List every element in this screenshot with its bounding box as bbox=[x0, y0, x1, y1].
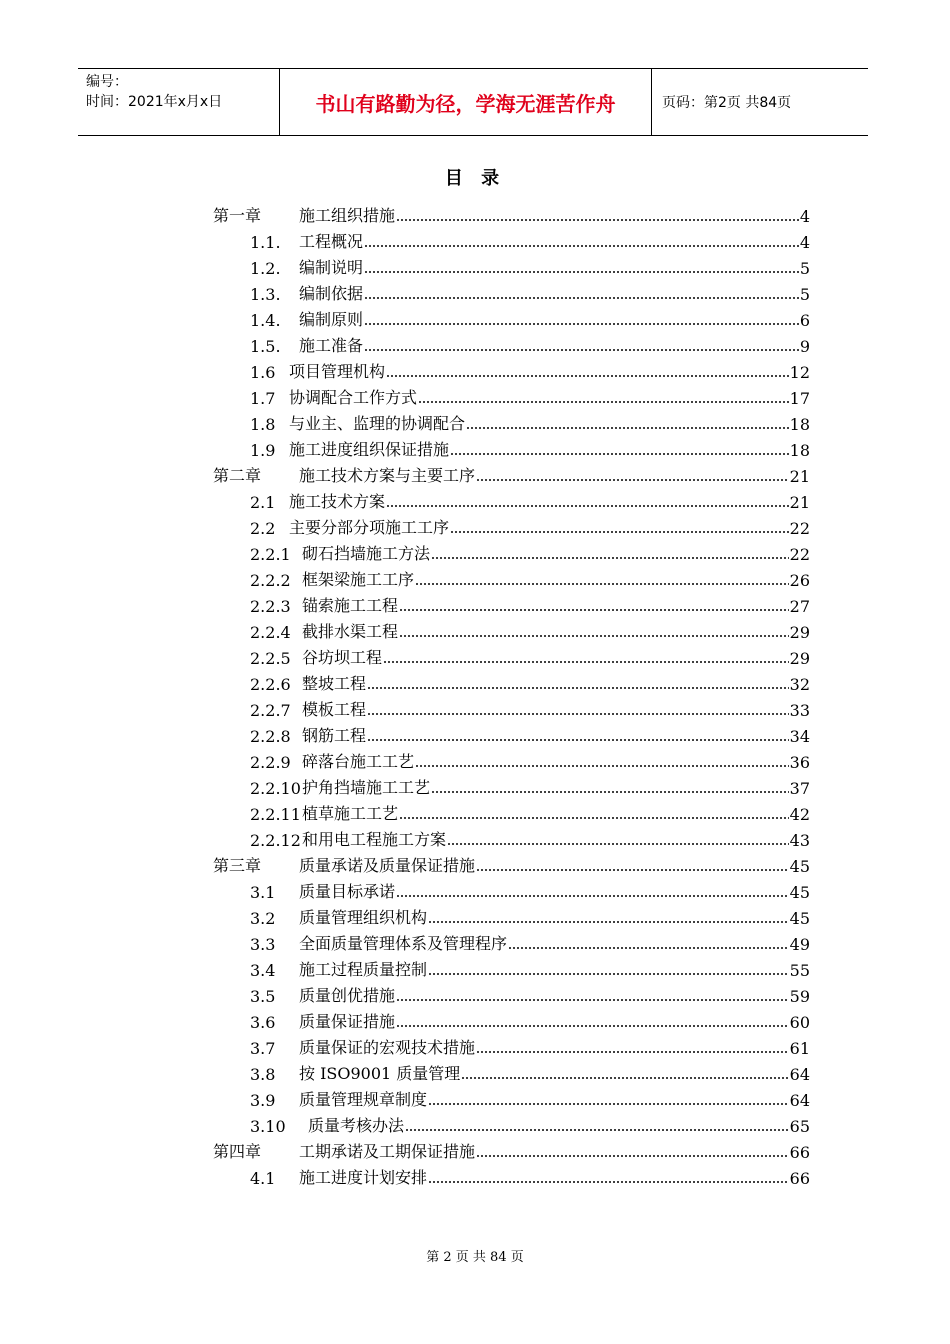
toc-entry-title: 质量创优措施 bbox=[299, 986, 396, 1005]
toc-entry-title: 按 ISO9001 质量管理 bbox=[299, 1064, 461, 1083]
toc-entry-title: 施工进度计划安排 bbox=[299, 1168, 428, 1187]
toc-entry-title: 施工技术方案与主要工序 bbox=[299, 466, 476, 485]
toc-entry-page: 43 bbox=[789, 831, 810, 850]
toc-entry-title: 全面质量管理体系及管理程序 bbox=[299, 934, 508, 953]
toc-leader-dots bbox=[364, 271, 799, 273]
toc-entry-page: 26 bbox=[789, 571, 810, 590]
toc-entry[interactable] bbox=[213, 1136, 810, 1162]
toc-entry[interactable] bbox=[250, 876, 810, 902]
toc-entry-title: 质量保证的宏观技术措施 bbox=[299, 1038, 476, 1057]
toc-entry-number: 3.8 bbox=[250, 1065, 276, 1084]
toc-entry-title: 和用电工程施工方案 bbox=[302, 830, 447, 849]
toc-entry-page: 61 bbox=[789, 1039, 810, 1058]
toc-entry-number: 1.5. bbox=[250, 337, 281, 356]
toc-entry[interactable] bbox=[250, 1058, 810, 1084]
toc-entry-number: 3.10 bbox=[250, 1117, 286, 1136]
document-time: 时间：2021年x月x日 bbox=[86, 94, 223, 110]
toc-entry-number: 3.9 bbox=[250, 1091, 276, 1110]
toc-leader-dots bbox=[476, 1051, 789, 1053]
toc-entry-number: 3.6 bbox=[250, 1013, 276, 1032]
toc-entry-page: 36 bbox=[789, 753, 810, 772]
toc-entry-number: 2.2.9 bbox=[250, 753, 291, 772]
toc-entry[interactable] bbox=[250, 980, 810, 1006]
toc-entry[interactable] bbox=[250, 616, 810, 642]
toc-entry-title: 施工技术方案 bbox=[289, 492, 386, 511]
toc-entry-number: 2.2.8 bbox=[250, 727, 291, 746]
toc-entry-number: 1.4. bbox=[250, 311, 281, 330]
toc-entry-page: 59 bbox=[789, 987, 810, 1006]
toc-entry-page: 17 bbox=[789, 389, 810, 408]
toc-entry[interactable] bbox=[250, 928, 810, 954]
toc-leader-dots bbox=[396, 1025, 789, 1027]
toc-entry[interactable] bbox=[250, 902, 810, 928]
toc-leader-dots bbox=[508, 947, 789, 949]
toc-entry[interactable] bbox=[250, 382, 810, 408]
document-number-label: 编号： bbox=[86, 74, 128, 90]
toc-entry[interactable] bbox=[250, 252, 810, 278]
toc-entry-title: 与业主、监理的协调配合 bbox=[289, 414, 466, 433]
header-motto: 书山有路勤为径，学海无涯苦作舟 bbox=[280, 69, 652, 135]
toc-entry[interactable] bbox=[250, 304, 810, 330]
toc-leader-dots bbox=[396, 219, 799, 221]
toc-entry-title: 质量管理规章制度 bbox=[299, 1090, 428, 1109]
toc-entry-title: 质量承诺及质量保证措施 bbox=[299, 856, 476, 875]
toc-entry[interactable] bbox=[250, 798, 810, 824]
toc-entry[interactable] bbox=[250, 772, 810, 798]
toc-entry-title: 护角挡墙施工工艺 bbox=[302, 778, 431, 797]
toc-entry-page: 64 bbox=[789, 1091, 810, 1110]
toc-leader-dots bbox=[466, 427, 789, 429]
toc-leader-dots bbox=[367, 739, 789, 741]
toc-entry-number: 2.2.5 bbox=[250, 649, 291, 668]
toc-entry-number: 第四章 bbox=[213, 1142, 262, 1161]
toc-entry[interactable] bbox=[250, 434, 810, 460]
toc-entry-page: 45 bbox=[789, 857, 810, 876]
toc-leader-dots bbox=[364, 323, 799, 325]
toc-entry[interactable] bbox=[250, 1032, 810, 1058]
toc-entry[interactable] bbox=[250, 954, 810, 980]
toc-leader-dots bbox=[428, 1181, 789, 1183]
toc-entry-number: 第二章 bbox=[213, 466, 262, 485]
toc-entry-number: 2.2.11 bbox=[250, 805, 301, 824]
toc-entry-page: 42 bbox=[789, 805, 810, 824]
toc-entry-title: 施工组织措施 bbox=[299, 206, 396, 225]
toc-entry-number: 2.2.10 bbox=[250, 779, 301, 798]
toc-entry-title: 整坡工程 bbox=[302, 674, 367, 693]
toc-entry-title: 模板工程 bbox=[302, 700, 367, 719]
toc-entry[interactable] bbox=[250, 1162, 810, 1188]
toc-entry-page: 9 bbox=[799, 337, 810, 356]
toc-entry[interactable] bbox=[250, 356, 810, 382]
toc-entry-number: 2.2.3 bbox=[250, 597, 291, 616]
toc-entry-page: 34 bbox=[789, 727, 810, 746]
toc-entry-page: 18 bbox=[789, 441, 810, 460]
toc-leader-dots bbox=[431, 557, 789, 559]
toc-entry-title: 施工准备 bbox=[299, 336, 364, 355]
toc-entry-page: 22 bbox=[789, 545, 810, 564]
toc-entry[interactable] bbox=[250, 694, 810, 720]
toc-leader-dots bbox=[386, 505, 789, 507]
toc-entry[interactable] bbox=[250, 330, 810, 356]
toc-entry-title: 质量考核办法 bbox=[308, 1116, 405, 1135]
toc-leader-dots bbox=[405, 1129, 789, 1131]
toc-entry-number: 1.8 bbox=[250, 415, 276, 434]
toc-entry-page: 4 bbox=[799, 207, 810, 226]
toc-entry[interactable] bbox=[250, 278, 810, 304]
toc-entry-page: 45 bbox=[789, 883, 810, 902]
toc-entry-page: 21 bbox=[789, 467, 810, 486]
toc-entry-number: 2.2.7 bbox=[250, 701, 291, 720]
toc-entry-title: 砌石挡墙施工方法 bbox=[302, 544, 431, 563]
toc-entry-title: 编制原则 bbox=[299, 310, 364, 329]
toc-entry-title: 施工过程质量控制 bbox=[299, 960, 428, 979]
toc-entry-title: 谷坊坝工程 bbox=[302, 648, 383, 667]
toc-entry[interactable] bbox=[250, 668, 810, 694]
toc-entry-page: 29 bbox=[789, 623, 810, 642]
toc-leader-dots bbox=[383, 661, 789, 663]
toc-entry-page: 18 bbox=[789, 415, 810, 434]
toc-entry-title: 碎落台施工工艺 bbox=[302, 752, 415, 771]
toc-leader-dots bbox=[450, 531, 789, 533]
toc-leader-dots bbox=[418, 401, 789, 403]
toc-entry-title: 质量保证措施 bbox=[299, 1012, 396, 1031]
toc-leader-dots bbox=[396, 895, 789, 897]
toc-entry-page: 12 bbox=[789, 363, 810, 382]
toc-entry-title: 工程概况 bbox=[299, 232, 364, 251]
toc-leader-dots bbox=[386, 375, 789, 377]
toc-entry-number: 2.2.2 bbox=[250, 571, 291, 590]
toc-entry-title: 质量管理组织机构 bbox=[299, 908, 428, 927]
toc-entry-page: 64 bbox=[789, 1065, 810, 1084]
toc-leader-dots bbox=[428, 921, 789, 923]
toc-entry[interactable] bbox=[213, 200, 810, 226]
toc-entry[interactable] bbox=[250, 590, 810, 616]
toc-entry-number: 2.2.12 bbox=[250, 831, 301, 850]
toc-entry[interactable] bbox=[250, 1084, 810, 1110]
toc-entry-page: 33 bbox=[789, 701, 810, 720]
toc-entry-title: 主要分部分项施工工序 bbox=[289, 518, 450, 537]
page-footer: 第 2 页 共 84 页 bbox=[426, 1250, 524, 1265]
toc-entry-page: 60 bbox=[789, 1013, 810, 1032]
toc-entry-title: 工期承诺及工期保证措施 bbox=[299, 1142, 476, 1161]
toc-leader-dots bbox=[399, 817, 789, 819]
toc-leader-dots bbox=[476, 869, 789, 871]
toc-leader-dots bbox=[364, 349, 799, 351]
toc-entry-title: 项目管理机构 bbox=[289, 362, 386, 381]
toc-entry-number: 3.5 bbox=[250, 987, 276, 1006]
toc-entry-number: 3.7 bbox=[250, 1039, 276, 1058]
toc-entry-number: 4.1 bbox=[250, 1169, 276, 1188]
toc-entry-title: 截排水渠工程 bbox=[302, 622, 399, 641]
toc-entry[interactable] bbox=[250, 408, 810, 434]
toc-entry-number: 2.2.6 bbox=[250, 675, 291, 694]
toc-entry-number: 2.2.4 bbox=[250, 623, 291, 642]
toc-entry-number: 3.2 bbox=[250, 909, 276, 928]
toc-entry-number: 1.6 bbox=[250, 363, 276, 382]
toc-leader-dots bbox=[364, 297, 799, 299]
toc-entry-number: 2.1 bbox=[250, 493, 276, 512]
toc-leader-dots bbox=[364, 245, 799, 247]
toc-entry-title: 编制依据 bbox=[299, 284, 364, 303]
toc-entry[interactable] bbox=[250, 538, 810, 564]
toc-entry[interactable] bbox=[250, 512, 810, 538]
toc-entry-number: 3.3 bbox=[250, 935, 276, 954]
toc-leader-dots bbox=[415, 765, 789, 767]
toc-entry-page: 6 bbox=[799, 311, 810, 330]
toc-leader-dots bbox=[396, 999, 789, 1001]
toc-entry-number: 1.9 bbox=[250, 441, 276, 460]
toc-entry-number: 1.7 bbox=[250, 389, 276, 408]
toc-leader-dots bbox=[428, 1103, 789, 1105]
toc-entry[interactable] bbox=[250, 642, 810, 668]
toc-title: 目 录 bbox=[444, 168, 506, 189]
toc-entry-title: 框架梁施工工序 bbox=[302, 570, 415, 589]
toc-entry-number: 第三章 bbox=[213, 856, 262, 875]
toc-entry[interactable] bbox=[250, 1110, 810, 1136]
toc-entry[interactable] bbox=[213, 460, 810, 486]
toc-entry-page: 37 bbox=[789, 779, 810, 798]
toc-entry-page: 5 bbox=[799, 259, 810, 278]
header-page-info: 页码：第2页 共84页 bbox=[662, 95, 792, 111]
toc-entry-page: 66 bbox=[789, 1143, 810, 1162]
toc-entry-page: 27 bbox=[789, 597, 810, 616]
toc-leader-dots bbox=[476, 1155, 789, 1157]
toc-entry-page: 55 bbox=[789, 961, 810, 980]
toc-leader-dots bbox=[367, 713, 789, 715]
toc-leader-dots bbox=[476, 479, 789, 481]
toc-leader-dots bbox=[399, 635, 789, 637]
toc-entry-page: 66 bbox=[789, 1169, 810, 1188]
toc-entry-title: 质量目标承诺 bbox=[299, 882, 396, 901]
toc-entry-number: 1.2. bbox=[250, 259, 281, 278]
toc-entry-number: 3.1 bbox=[250, 883, 276, 902]
toc-entry-page: 21 bbox=[789, 493, 810, 512]
toc-entry-page: 22 bbox=[789, 519, 810, 538]
toc-entry-title: 施工进度组织保证措施 bbox=[289, 440, 450, 459]
toc-entry[interactable] bbox=[213, 850, 810, 876]
toc-entry-page: 49 bbox=[789, 935, 810, 954]
toc-leader-dots bbox=[461, 1077, 788, 1079]
toc-entry-number: 2.2 bbox=[250, 519, 276, 538]
toc-leader-dots bbox=[415, 583, 789, 585]
toc-entry-page: 65 bbox=[789, 1117, 810, 1136]
toc-entry-title: 编制说明 bbox=[299, 258, 364, 277]
toc-entry[interactable] bbox=[250, 226, 810, 252]
toc-entry[interactable] bbox=[250, 564, 810, 590]
toc-entry-page: 29 bbox=[789, 649, 810, 668]
toc-entry[interactable] bbox=[250, 746, 810, 772]
toc-entry[interactable] bbox=[250, 824, 810, 850]
toc-leader-dots bbox=[431, 791, 789, 793]
toc-entry-page: 5 bbox=[799, 285, 810, 304]
toc-entry-number: 1.3. bbox=[250, 285, 281, 304]
toc-entry-page: 45 bbox=[789, 909, 810, 928]
toc-entry[interactable] bbox=[250, 486, 810, 512]
toc-entry-title: 协调配合工作方式 bbox=[289, 388, 418, 407]
toc-leader-dots bbox=[447, 843, 789, 845]
toc-entry-number: 2.2.1 bbox=[250, 545, 291, 564]
toc-entry-title: 植草施工工艺 bbox=[302, 804, 399, 823]
toc-entry-number: 1.1. bbox=[250, 233, 281, 252]
toc-entry-title: 钢筋工程 bbox=[302, 726, 367, 745]
toc-entry-title: 锚索施工工程 bbox=[302, 596, 399, 615]
toc-entry[interactable] bbox=[250, 1006, 810, 1032]
page-header bbox=[78, 68, 868, 136]
toc-leader-dots bbox=[367, 687, 789, 689]
toc-leader-dots bbox=[450, 453, 789, 455]
toc-entry-page: 4 bbox=[799, 233, 810, 252]
toc-leader-dots bbox=[399, 609, 789, 611]
toc-leader-dots bbox=[428, 973, 789, 975]
toc-entry-number: 3.4 bbox=[250, 961, 276, 980]
header-meta bbox=[78, 69, 280, 135]
toc-entry-page: 32 bbox=[789, 675, 810, 694]
toc-entry-number: 第一章 bbox=[213, 206, 262, 225]
toc-entry[interactable] bbox=[250, 720, 810, 746]
